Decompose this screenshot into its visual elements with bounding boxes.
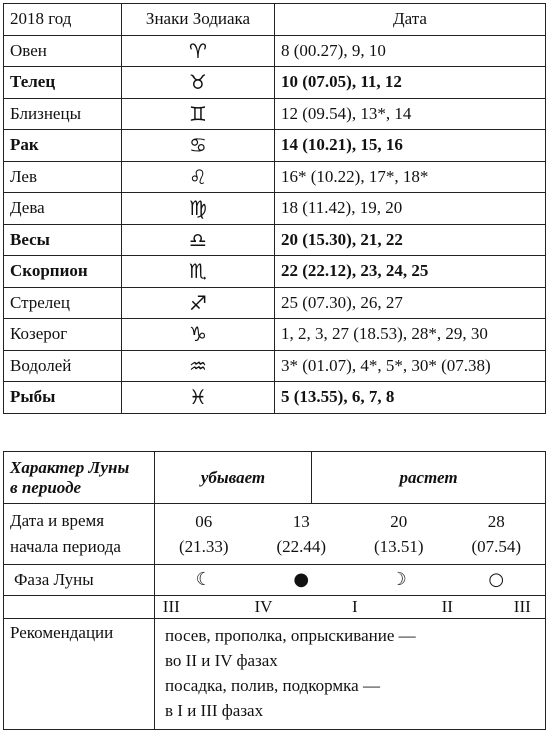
sign-dates: 12 (09.54), 13*, 14: [275, 98, 546, 130]
recommendations-row: [4, 619, 546, 730]
zodiac-row: [4, 193, 546, 225]
dates-label-line2: начала периода: [10, 537, 121, 556]
zodiac-row: [4, 130, 546, 162]
sagittarius-icon: ♐︎: [122, 287, 275, 319]
sign-name: Скорпион: [4, 256, 122, 288]
period-start: [350, 509, 448, 559]
zodiac-row: [4, 161, 546, 193]
moon-phase-table: [3, 451, 546, 730]
sign-name: Лев: [4, 161, 122, 193]
period-start: [253, 509, 351, 559]
moon-phase-row: [4, 565, 546, 596]
period-day: 20: [390, 512, 408, 531]
waxing-label: растет: [312, 452, 546, 504]
zodiac-row: [4, 67, 546, 99]
sign-name: Рыбы: [4, 382, 122, 414]
phase-numerals-spacer: [4, 596, 155, 619]
sign-dates: 5 (13.55), 6, 7, 8: [275, 382, 546, 414]
phase-numeral: II: [441, 597, 453, 616]
dates-label: [4, 504, 155, 565]
period-start: [448, 509, 546, 559]
phase-icons-cell: [155, 565, 546, 596]
recommendations-label: Рекомендации: [4, 619, 155, 730]
sign-name: Рак: [4, 130, 122, 162]
zodiac-row: [4, 224, 546, 256]
sign-dates: 22 (22.12), 23, 24, 25: [275, 256, 546, 288]
period-time: (13.51): [373, 537, 424, 556]
waning-crescent-moon-icon: ☾: [195, 569, 212, 590]
dates-cell: [155, 504, 546, 565]
phase-numeral: III: [162, 597, 180, 616]
year-header: 2018 год: [4, 4, 122, 36]
sign-dates: 20 (15.30), 21, 22: [275, 224, 546, 256]
period-time: (21.33): [178, 537, 229, 556]
moon-character-label-line2: в периоде: [10, 477, 82, 497]
zodiac-row: [4, 98, 546, 130]
full-moon-icon: ○: [488, 569, 505, 590]
sign-name: Весы: [4, 224, 122, 256]
sign-dates: 8 (00.27), 9, 10: [275, 35, 546, 67]
scorpio-icon: ♏︎: [122, 256, 275, 288]
cancer-icon: ♋︎: [122, 130, 275, 162]
sign-dates: 14 (10.21), 15, 16: [275, 130, 546, 162]
phase-numeral: IV: [254, 597, 273, 616]
capricorn-icon: ♑︎: [122, 319, 275, 351]
phase-numeral: III: [513, 597, 531, 616]
zodiac-row: [4, 319, 546, 351]
signs-header: Знаки Зодиака: [122, 4, 275, 36]
recommendation-line: во II и IV фазах: [165, 651, 278, 670]
sign-name: Телец: [4, 67, 122, 99]
sign-dates: 16* (10.22), 17*, 18*: [275, 161, 546, 193]
zodiac-table: [3, 3, 546, 414]
sign-name: Стрелец: [4, 287, 122, 319]
period-start: [155, 509, 253, 559]
moon-dates-row: [4, 504, 546, 565]
taurus-icon: ♉︎: [122, 67, 275, 99]
leo-icon: ♌︎: [122, 161, 275, 193]
phase-numerals-cell: [155, 596, 546, 619]
gemini-icon: ♊︎: [122, 98, 275, 130]
zodiac-row: [4, 35, 546, 67]
aquarius-icon: ♒︎: [122, 350, 275, 382]
new-moon-icon: ●: [293, 569, 310, 590]
sign-dates: 25 (07.30), 26, 27: [275, 287, 546, 319]
moon-character-label: [4, 452, 155, 504]
sign-name: Близнецы: [4, 98, 122, 130]
period-time: (07.54): [471, 537, 522, 556]
period-day: 28: [487, 512, 505, 531]
dates-label-line1: Дата и время: [10, 511, 105, 530]
aries-icon: ♈︎: [122, 35, 275, 67]
sign-name: Козерог: [4, 319, 122, 351]
period-day: 06: [195, 512, 213, 531]
recommendation-line: посадка, полив, подкормка —: [165, 676, 380, 695]
zodiac-header-row: [4, 4, 546, 36]
recommendations-text: [155, 619, 546, 730]
sign-name: Водолей: [4, 350, 122, 382]
period-time: (22.44): [276, 537, 327, 556]
moon-character-label-line1: Характер Луны: [10, 457, 130, 477]
zodiac-row: [4, 350, 546, 382]
recommendation-line: посев, прополка, опрыскивание —: [165, 626, 416, 645]
date-header: Дата: [275, 4, 546, 36]
recommendation-line: в I и III фазах: [165, 701, 264, 720]
sign-name: Дева: [4, 193, 122, 225]
phase-numeral: I: [351, 597, 358, 616]
phase-label: Фаза Луны: [4, 565, 155, 596]
virgo-icon: ♍︎: [122, 193, 275, 225]
waning-label: убывает: [155, 452, 312, 504]
zodiac-row: [4, 287, 546, 319]
moon-character-row: [4, 452, 546, 504]
sign-dates: 18 (11.42), 19, 20: [275, 193, 546, 225]
pisces-icon: ♓︎: [122, 382, 275, 414]
sign-dates: 1, 2, 3, 27 (18.53), 28*, 29, 30: [275, 319, 546, 351]
sign-name: Овен: [4, 35, 122, 67]
zodiac-row: [4, 256, 546, 288]
period-day: 13: [292, 512, 310, 531]
waxing-crescent-moon-icon: ☽: [390, 569, 407, 590]
sign-dates: 3* (01.07), 4*, 5*, 30* (07.38): [275, 350, 546, 382]
phase-numerals-row: [4, 596, 546, 619]
sign-dates: 10 (07.05), 11, 12: [275, 67, 546, 99]
libra-icon: ♎︎: [122, 224, 275, 256]
zodiac-row: [4, 382, 546, 414]
